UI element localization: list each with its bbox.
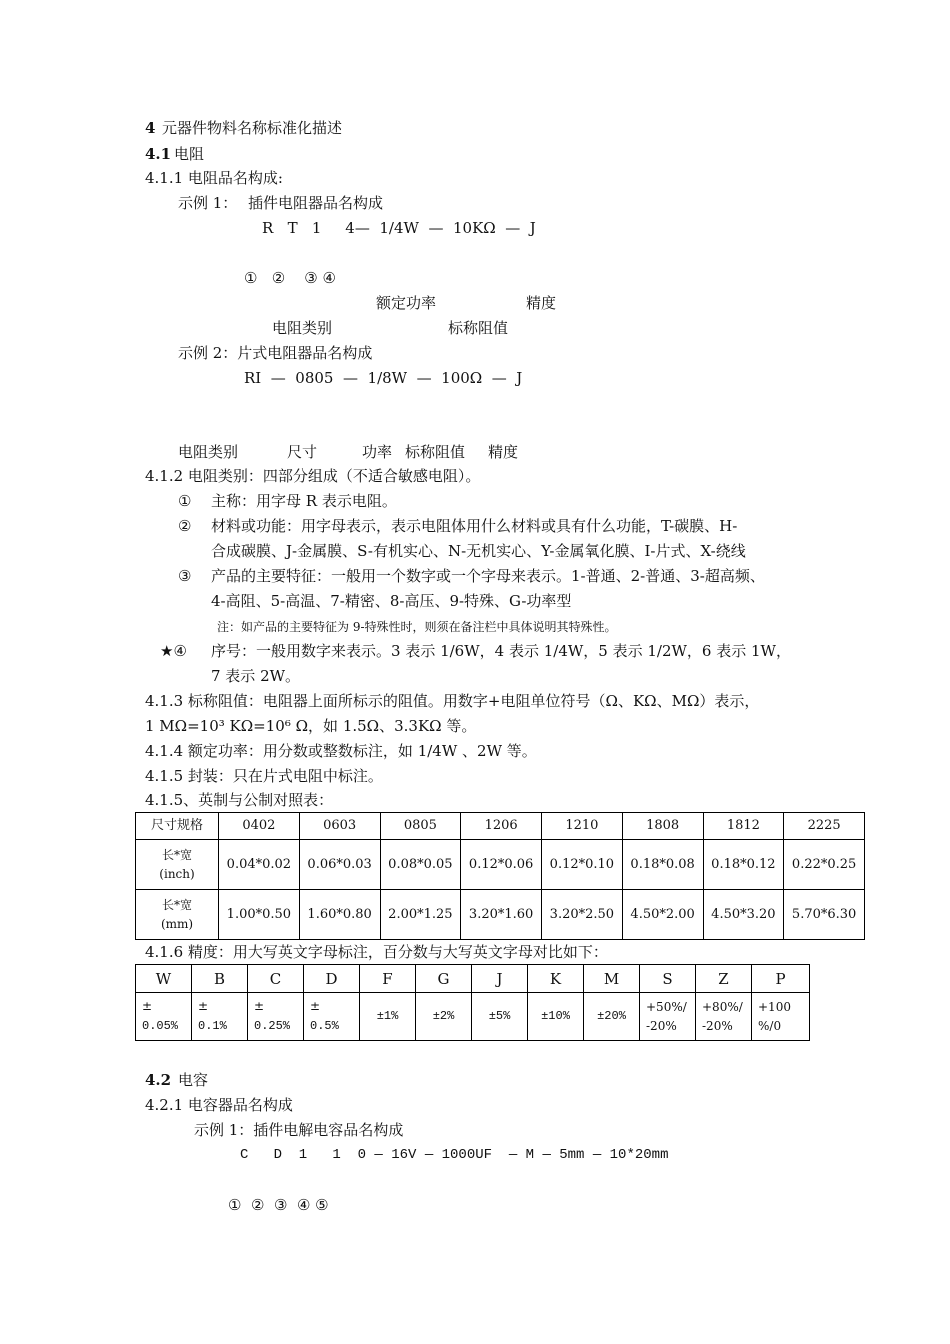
- precision-letter: J: [472, 965, 528, 993]
- size-mm-label: 长*宽 (mm): [136, 890, 219, 940]
- precision-table: [135, 964, 810, 1041]
- size-header-cell: 1812: [703, 813, 784, 840]
- precision-value: ±2%: [416, 993, 472, 1041]
- precision-letter-row: [136, 965, 810, 993]
- size-inch-label: 长*宽 (inch): [136, 840, 219, 890]
- table-cell: 0.18*0.12: [703, 840, 784, 890]
- table-cell: 0.08*0.05: [380, 840, 461, 890]
- table-cell: 0.06*0.03: [299, 840, 380, 890]
- table-cell: 1.00*0.50: [219, 890, 300, 940]
- section-4-2-title: 电容: [178, 1071, 209, 1089]
- example-2-title: 示例 2：片式电阻器品名构成: [178, 344, 373, 362]
- annotation-precision: 精度: [526, 294, 557, 312]
- section-4-1-3-line-2: 1 MΩ=10³ KΩ=10⁶ Ω，如 1.5Ω、3.3KΩ 等。: [145, 717, 477, 735]
- precision-letter: P: [752, 965, 810, 993]
- table-cell: 5.70*6.30: [784, 890, 865, 940]
- table-cell: 1.60*0.80: [299, 890, 380, 940]
- item-4-marker: ★④: [160, 642, 187, 660]
- item-2-marker: ②: [178, 517, 192, 535]
- size-header-cell: 1210: [542, 813, 623, 840]
- annotation-2-power: 功率: [362, 443, 393, 461]
- example-1-markers: ① ② ③ ④: [244, 269, 336, 287]
- table-cell: 3.20*1.60: [461, 890, 542, 940]
- section-4-1-5: 4.1.5 封装：只在片式电阻中标注。: [145, 767, 383, 785]
- item-1-marker: ①: [178, 492, 192, 510]
- section-4-1-1-heading: 4.1.1 电阻品名构成:: [145, 169, 283, 187]
- section-4-title: 元器件物料名称标准化描述: [162, 119, 343, 137]
- size-comparison-table: [135, 812, 865, 940]
- precision-value-row: [136, 993, 810, 1041]
- item-3-line-1: 产品的主要特征：一般用一个数字或一个字母来表示。1-普通、2-普通、3-超高频、: [211, 567, 765, 585]
- item-1-text: 主称：用字母 R 表示电阻。: [211, 492, 397, 510]
- section-4-number: 4: [145, 119, 156, 137]
- precision-letter: F: [360, 965, 416, 993]
- size-header-cell: 0805: [380, 813, 461, 840]
- precision-letter: G: [416, 965, 472, 993]
- precision-value: ±1%: [360, 993, 416, 1041]
- precision-letter: K: [528, 965, 584, 993]
- item-3-note: 注：如产品的主要特征为 9-特殊性时，则须在备注栏中具体说明其特殊性。: [217, 620, 617, 634]
- precision-value: +100 %/0: [752, 993, 810, 1041]
- size-header-cell: 1206: [461, 813, 542, 840]
- precision-value: ± 0.5%: [304, 993, 360, 1041]
- precision-value: +80%/ -20%: [696, 993, 752, 1041]
- item-4-line-1: 序号：一般用数字来表示。3 表示 1/6W，4 表示 1/4W，5 表示 1/2W，6 表示 1W，: [211, 642, 791, 660]
- table-cell: 0.12*0.06: [461, 840, 542, 890]
- item-2-line-2: 合成碳膜、J-金属膜、S-有机实心、N-无机实心、Y-金属氧化膜、I-片式、X-绕线: [211, 542, 746, 560]
- section-4-1-5b: 4.1.5、英制与公制对照表：: [145, 791, 334, 809]
- annotation-resistor-type: 电阻类别: [272, 319, 333, 337]
- example-3-code: C D 1 1 0 — 16V — 1000UF — M — 5mm — 10*20mm: [240, 1147, 669, 1163]
- example-3-title: 示例 1：插件电解电容品名构成: [194, 1121, 404, 1139]
- precision-value: ± 0.1%: [192, 993, 248, 1041]
- precision-value: ± 0.05%: [136, 993, 192, 1041]
- section-4-1-4: 4.1.4 额定功率：用分数或整数标注，如 1/4W 、2W 等。: [145, 742, 537, 760]
- size-header-row: [136, 813, 865, 840]
- example-1-title: 插件电阻器品名构成: [248, 194, 384, 212]
- size-header-cell: 1808: [622, 813, 703, 840]
- precision-value: ±20%: [584, 993, 640, 1041]
- section-4-1-2-heading: 4.1.2 电阻类别：四部分组成（不适合敏感电阻）。: [145, 467, 481, 485]
- precision-letter: M: [584, 965, 640, 993]
- precision-value: ± 0.25%: [248, 993, 304, 1041]
- table-cell: 0.04*0.02: [219, 840, 300, 890]
- annotation-2-type: 电阻类别: [178, 443, 239, 461]
- item-3-marker: ③: [178, 567, 192, 585]
- size-mm-row: [136, 890, 865, 940]
- item-4-line-2: 7 表示 2W。: [211, 667, 301, 685]
- precision-letter: B: [192, 965, 248, 993]
- precision-letter: S: [640, 965, 696, 993]
- example-3-markers: ① ② ③ ④ ⑤: [228, 1196, 329, 1214]
- example-1-code: R T 1 4— 1/4W — 10KΩ — J: [262, 219, 536, 237]
- section-4-1-3-line-1: 4.1.3 标称阻值：电阻器上面所标示的阻值。用数字+电阻单位符号（Ω、KΩ、MΩ）表示，: [145, 692, 760, 710]
- size-header-cell: 尺寸规格: [136, 813, 219, 840]
- item-2-line-1: 材料或功能：用字母表示，表示电阻体用什么材料或具有什么功能，T-碳膜、H-: [211, 517, 738, 535]
- precision-letter: C: [248, 965, 304, 993]
- item-3-line-2: 4-高阻、5-高温、7-精密、8-高压、9-特殊、G-功率型: [211, 592, 572, 610]
- table-cell: 0.18*0.08: [622, 840, 703, 890]
- annotation-2-size: 尺寸: [287, 443, 318, 461]
- table-cell: 2.00*1.25: [380, 890, 461, 940]
- section-4-1-6: 4.1.6 精度：用大写英文字母标注，百分数与大写英文字母对比如下：: [145, 943, 608, 961]
- section-4-2-number: 4.2: [145, 1071, 172, 1089]
- precision-value: ±5%: [472, 993, 528, 1041]
- annotation-nominal-resistance: 标称阻值: [448, 319, 509, 337]
- section-4-1-number: 4.1: [145, 145, 172, 163]
- precision-letter: W: [136, 965, 192, 993]
- precision-letter: D: [304, 965, 360, 993]
- table-cell: 4.50*2.00: [622, 890, 703, 940]
- table-cell: 4.50*3.20: [703, 890, 784, 940]
- annotation-2-precision: 精度: [488, 443, 519, 461]
- section-4-1-title: 电阻: [174, 145, 205, 163]
- size-header-cell: 2225: [784, 813, 865, 840]
- precision-value: +50%/ -20%: [640, 993, 696, 1041]
- table-cell: 3.20*2.50: [542, 890, 623, 940]
- annotation-2-nominal: 标称阻值: [405, 443, 466, 461]
- example-1-label: 示例 1：: [178, 194, 238, 212]
- size-inch-row: [136, 840, 865, 890]
- size-header-cell: 0603: [299, 813, 380, 840]
- table-cell: 0.12*0.10: [542, 840, 623, 890]
- precision-letter: Z: [696, 965, 752, 993]
- precision-value: ±10%: [528, 993, 584, 1041]
- annotation-rated-power: 额定功率: [376, 294, 437, 312]
- table-cell: 0.22*0.25: [784, 840, 865, 890]
- example-2-code: RI — 0805 — 1/8W — 100Ω — J: [244, 369, 523, 387]
- section-4-2-1-heading: 4.2.1 电容器品名构成: [145, 1096, 293, 1114]
- size-header-cell: 0402: [219, 813, 300, 840]
